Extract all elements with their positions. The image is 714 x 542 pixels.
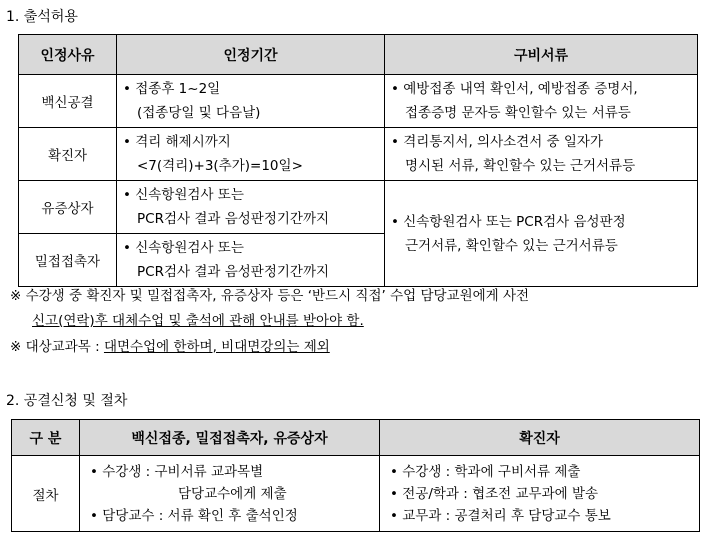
procedure-label: 절차 (12, 456, 80, 532)
procedure-line: 담당교수에게 제출 (178, 485, 287, 502)
table-row (19, 75, 698, 128)
period-line: PCR검사 결과 음성판정기간까지 (137, 264, 330, 280)
period-line: PCR검사 결과 음성판정기간까지 (137, 211, 330, 227)
section2-title: 2. 공결신청 및 절차 (6, 393, 128, 409)
procedure-line: • 전공/학과 : 협조전 교무과에 발송 (390, 485, 599, 502)
table-row (19, 128, 698, 181)
procedure-line: • 수강생 : 구비서류 교과목별 (90, 463, 264, 480)
procedure-header-row (12, 420, 700, 456)
period-cell (117, 181, 385, 234)
period-cell (117, 75, 385, 128)
period-line: • 격리 해제시까지 (123, 134, 231, 150)
procedure-line: • 담당교수 : 서류 확인 후 출석인정 (90, 507, 298, 524)
docs-line: 명시된 서류, 확인할수 있는 근거서류등 (405, 158, 636, 174)
period-line: <7(격리)+3(추가)=10일> (137, 158, 303, 174)
procedure-confirmed-cell (380, 456, 700, 532)
note-contact-continued: 신고(연락)후 대체수업 및 출석에 관해 안내를 받아야 함. (32, 313, 364, 329)
docs-cell (385, 75, 698, 128)
docs-line: • 신속항원검사 또는 PCR검사 음성판정 (391, 213, 626, 230)
period-line: • 신속항원검사 또는 (123, 240, 244, 256)
reason-cell: 확진자 (19, 128, 117, 181)
note-target-courses (10, 335, 330, 359)
docs-cell (385, 128, 698, 181)
procedure-vaccine-contact-cell (80, 456, 380, 532)
header-category: 구 분 (12, 420, 80, 456)
docs-line: 근거서류, 확인할수 있는 근거서류등 (405, 237, 618, 254)
period-line: (접종당일 및 다음날) (137, 105, 261, 121)
docs-line: • 격리통지서, 의사소견서 중 일자가 (391, 134, 603, 150)
period-line: • 신속항원검사 또는 (123, 187, 244, 203)
procedure-table (11, 419, 700, 532)
reason-cell: 밀접접촉자 (19, 234, 117, 287)
header-reason: 인정사유 (19, 35, 117, 75)
header-vaccine-contact: 백신접종, 밀접접촉자, 유증상자 (80, 420, 380, 456)
header-docs: 구비서류 (385, 35, 698, 75)
table-row (12, 456, 700, 532)
attendance-table (18, 34, 698, 287)
procedure-line: • 수강생 : 학과에 구비서류 제출 (390, 463, 581, 480)
period-line: • 접종후 1~2일 (123, 81, 221, 97)
header-confirmed: 확진자 (380, 420, 700, 456)
reason-cell: 백신공결 (19, 75, 117, 128)
note-contact: ※ 수강생 중 확진자 및 밀접접촉자, 유증상자 등은 ‘반드시 직접’ 수업 담당교원에게 사전 (10, 288, 530, 304)
docs-line: • 예방접종 내역 확인서, 예방접종 증명서, (391, 81, 638, 97)
docs-line: 접종증명 문자등 확인할수 있는 서류등 (405, 105, 631, 121)
procedure-line: • 교무과 : 공결처리 후 담당교수 통보 (390, 507, 611, 524)
section1-title: 1. 출석허용 (6, 9, 78, 25)
reason-cell: 유증상자 (19, 181, 117, 234)
note-target-value: 대면수업에 한하며, 비대면강의는 제외 (103, 339, 330, 355)
shared-docs-cell (385, 181, 698, 287)
period-cell (117, 128, 385, 181)
note-target-prefix: ※ 대상교과목 : (10, 339, 104, 355)
period-cell (117, 234, 385, 287)
table-row (19, 181, 698, 234)
attendance-header-row (19, 35, 698, 75)
header-period: 인정기간 (117, 35, 385, 75)
